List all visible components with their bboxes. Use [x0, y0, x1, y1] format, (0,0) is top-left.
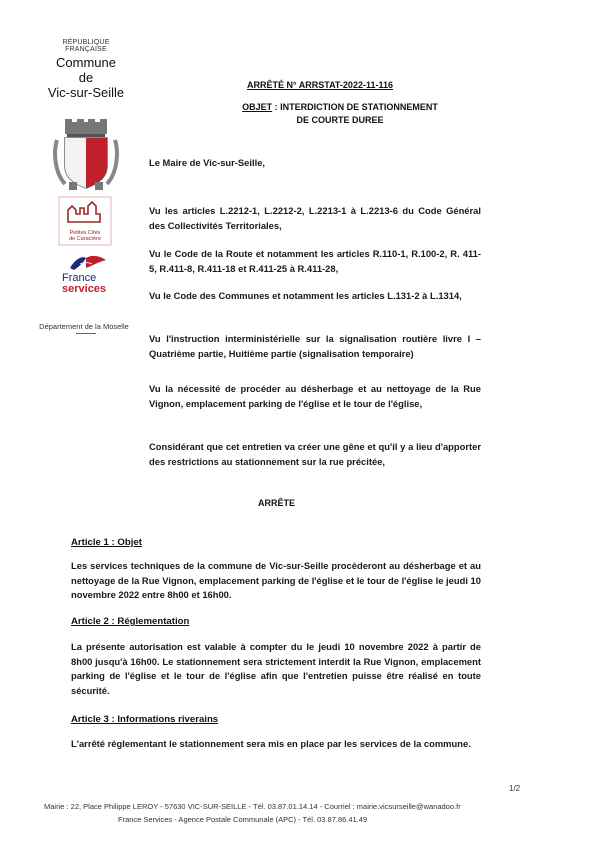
commune-line-3: Vic-sur-Seille — [47, 85, 125, 100]
department-divider — [76, 333, 96, 334]
objet-heading — [215, 101, 465, 127]
visa-paragraph-3: Vu le Code des Communes et notamment les articles L.131-2 à L.1314, — [149, 290, 462, 301]
commune-line-1: Commune — [56, 55, 116, 70]
france-services-subtitle: services — [62, 283, 107, 295]
objet-text: : INTERDICTION DE STATIONNEMENT — [272, 102, 438, 112]
department-label: Département de la Moselle — [39, 322, 129, 331]
article-2-body: La présente autorisation est valable à compter du le jeudi 10 novembre 2022 à partir de 8h00 jusqu'à 16h00. Le stationnement sera strictement interdit la Rue Vignon, emplacement parking de l'église et le tour de l'église afin que l'entretien puisse être réalisé en toute sécurité. — [71, 641, 481, 696]
france-services-title: France — [62, 272, 97, 284]
visa-paragraph-1: Vu les articles L.2212-1, L.2212-2, L.2213-1 à L.2213-6 du Code Général des Collectivités Territoriales, — [149, 205, 481, 231]
republique-label: RÉPUBLIQUE FRANÇAISE — [62, 39, 110, 53]
page-number: 1/2 — [509, 784, 521, 793]
pcc-line-2: de Caractère — [69, 236, 101, 242]
article-3-heading: Article 3 : Informations riverains — [71, 714, 219, 725]
article-2-heading: Article 2 : Réglementation — [71, 616, 190, 627]
footer-address: Mairie : 22, Place Philippe LEROY - 57630 VIC-SUR-SEILLE - Tél. 03.87.01.14.14 - Courriel : mairie.vicsurseille@wanadoo.fr — [44, 802, 461, 811]
petites-cites-text — [58, 230, 112, 242]
arrete-number: ARRÊTÉ N° ARRSTAT-2022-11-116 — [247, 80, 393, 90]
objet-text-2: DE COURTE DUREE — [296, 115, 384, 125]
article-1-heading: Article 1 : Objet — [71, 537, 142, 548]
objet-label: OBJET — [242, 102, 273, 112]
footer-services: France Services - Agence Postale Communale (APC) - Tél. 03.87.86.41.49 — [118, 815, 368, 824]
article-3-body: L'arrêté réglementant le stationnement sera mis en place par les services de la commune. — [71, 738, 471, 749]
article-1-body: Les services techniques de la commune de Vic-sur-Seille procèderont au désherbage et au nettoyage de la Rue Vignon, emplacement parking de l'église et le tour de l'église le jeudi 10 novembre 2022 entre 8h00 et 16h00. — [71, 560, 481, 600]
maire-line: Le Maire de Vic-sur-Seille, — [149, 157, 266, 168]
arrete-title: ARRÊTE — [258, 498, 296, 508]
considerant-paragraph: Considérant que cet entretien va créer une gêne et qu'il y a lieu d'apporter des restrictions au stationnement sur la rue précitée, — [149, 441, 481, 467]
visa-paragraph-5: Vu la nécessité de procéder au désherbage et au nettoyage de la Rue Vignon, emplacement parking de l'église et le tour de l'église, — [149, 383, 481, 409]
marianne-flag-icon — [68, 254, 108, 272]
coat-of-arms-icon — [53, 118, 119, 192]
commune-line-2: de — [78, 70, 94, 85]
commune-name — [38, 55, 134, 100]
visa-paragraph-2: Vu le Code de la Route et notamment les articles R.110-1, R.100-2, R. 411-5, R.411-8, R.411-18 et R.411-25 à R.411-28, — [149, 248, 481, 274]
visa-paragraph-4: Vu l'instruction interministérielle sur la signalisation routière livre I – Quatrième partie, Huitième partie (signalisation temporaire) — [149, 333, 481, 359]
pcc-line-1: Petites Cités — [69, 230, 101, 236]
